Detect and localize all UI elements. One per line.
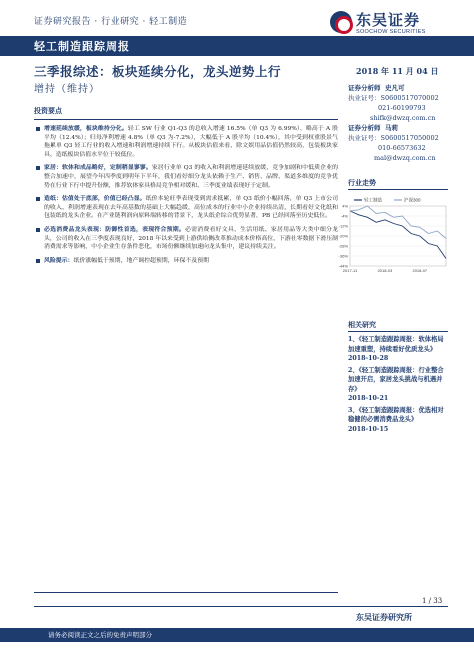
bullet-body: 必需消费看好文具、生活用纸、家居用品等大类中细分龙头，公司的收入在三季度表现良好，2018 年以来受到上游供给侧改革推动成本价格高位，下游社零数据下滑压制消费需求等影响，中小企业生存条件恶化，市场份额继续加速向龙头集中，建议持续关注。 — [44, 226, 339, 251]
bullet-body: 纸价涨幅低于预期，地产调控超预期，环保不及预期 — [73, 257, 209, 264]
disclaimer-band — [0, 628, 474, 642]
analyst-name: 马莉 — [385, 124, 399, 132]
bullet-head: 家居：软体和成品略好，定制稍显寥寥。 — [44, 164, 152, 172]
x-tick-label: 2017-11 — [342, 268, 358, 273]
logo-cn-text: 东吴证券 — [356, 11, 421, 29]
industry-trend-chart — [328, 192, 448, 276]
rating: 增持（维持） — [34, 84, 100, 95]
analyst-1 — [348, 83, 448, 123]
y-tick-label: -28% — [338, 243, 348, 249]
bullet-head: 风险提示： — [44, 256, 74, 264]
breadcrumb: 证券研究报告 · 行业研究 · 轻工制造 — [34, 17, 188, 27]
y-tick-label: -36% — [338, 253, 348, 259]
series-line-index — [350, 206, 446, 239]
logo-mark-icon — [330, 11, 352, 33]
x-tick-label: 2018-07 — [412, 268, 428, 273]
x-tick-label: 2018-03 — [377, 268, 393, 273]
related-divider — [348, 331, 448, 332]
analyst-email[interactable]: shifk@dwzq.com.cn — [370, 114, 436, 122]
summary-bullet — [34, 125, 338, 159]
bullet-head: 必选消费品龙头表现：防御性首选，表现符合预期。 — [44, 225, 185, 233]
related-text: 《轻工制造跟踪周报：行业整合加速开启，家居龙头挑战与机遇并存》 — [348, 366, 444, 393]
analyst-phone: 021-60199793 — [378, 104, 426, 112]
related-list — [348, 335, 448, 436]
title-bar — [0, 36, 474, 56]
related-date: 2018-10-21 — [348, 395, 389, 402]
y-tick-label: 4% — [342, 203, 348, 209]
disclaimer-text: 请务必阅读正文之后的免责声明部分 — [48, 631, 152, 639]
investment-title: 投资要点 — [34, 106, 338, 120]
trend-divider — [348, 189, 448, 190]
related-num: 1、 — [348, 336, 359, 343]
y-tick-label: -12% — [338, 223, 348, 229]
bullet-body: 家居行业单 Q3 的收入和利润增速延续放缓，竞争加剧和中低质企业的整合加速中，展望今年四季度到明年下半年，我们看好细分龙头依赖于生产、销售、品牌、渠道多维度的竞争优势在行业下行中提升份额，推荐软体家具格局竞争相对缓和、三季度业绩表现好于定制。 — [44, 165, 339, 189]
report-series-title: 轻工制造跟踪周报 — [34, 40, 130, 53]
summary-bullet — [34, 195, 338, 221]
footer-firm: 东吴证券研究所 — [356, 612, 412, 622]
y-tick-label: -20% — [338, 233, 348, 239]
bullet-body: 轻工 SW 行业 Q1-Q3 的总收入增速 16.5%（单 Q3 为 6.99%），略高于 A 股平均（12.4%）；归母净利增速 4.8%（单 Q3 为-7.2%），大幅低于 A 股平均（10.4%），其中受到权重股景气拖累单 Q3 轻工行业的收入增速和利润增速持续下行。从板块估值来看，除文娱用品估值仍然较高，包装板块家具、造纸板块估值水平位于较低位。 — [44, 126, 338, 158]
analyst-block — [348, 83, 448, 163]
trend-title: 行业走势 — [348, 178, 376, 187]
legend-label: 轻工制造 — [364, 197, 382, 203]
analyst-name: 史凡可 — [385, 84, 405, 92]
footer-divider — [34, 606, 448, 607]
analyst-phone: 010-66573632 — [378, 144, 426, 152]
page-number: 1 / 33 — [422, 597, 443, 605]
report-headline: 三季报综述：板块延续分化，龙头逆势上行 — [34, 64, 282, 79]
related-date: 2018-10-15 — [348, 425, 389, 433]
series-line-industry — [350, 211, 446, 259]
section-divider — [34, 592, 338, 593]
bullet-head: 增速延续放缓，板块维持分化。 — [44, 125, 128, 132]
summary-bullet — [34, 257, 338, 266]
related-num: 2、 — [348, 366, 359, 374]
analyst-email[interactable]: mal@dwzq.com.cn — [374, 154, 436, 162]
summary-bullet — [34, 164, 338, 190]
analyst-role: 证券分析师 — [348, 84, 381, 92]
related-text: 《轻工制造跟踪周报：优选相对稳健的必需消费品龙头》 — [348, 406, 444, 423]
related-item[interactable] — [348, 335, 448, 364]
investment-summary — [34, 106, 338, 265]
analyst-license: 执业证号：S0600517070002 — [348, 94, 439, 102]
bullet-head: 造纸：估值处于底部，价值已经凸显。 — [44, 195, 146, 203]
related-item[interactable] — [348, 406, 448, 435]
report-date: 2018 年 11 月 04 日 — [356, 66, 439, 76]
related-num: 3、 — [348, 406, 359, 414]
related-text: 《轻工制造跟踪周报：软体格局加速重塑，持续看好优质龙头》 — [348, 336, 444, 353]
analyst-2 — [348, 123, 448, 163]
logo-en-text: SOOCHOW SECURITIES — [356, 29, 426, 35]
summary-bullet — [34, 226, 338, 252]
analyst-license: 执业证号：S0600517050002 — [348, 134, 439, 142]
y-tick-label: -4% — [340, 213, 348, 219]
bullet-body: 纸价本轮旺季表现受到需求抵累，单 Q3 纸价小幅回落，单 Q3 上市公司的收入、利润增速表现在去年高基数的基础上大幅趋缓，高位成本的行业中小企业持续出清，长期看好文化纸和包装纸的龙头企业。在产业链利润向原料端转移的背景下，龙头纸企综合优势显著，PB 已经回落至历史低位。 — [44, 196, 338, 220]
y-tick-label: -44% — [338, 263, 348, 269]
legend-label: 沪深300 — [404, 197, 421, 203]
related-title: 相关研究 — [348, 320, 376, 329]
analyst-role: 证券分析师 — [348, 124, 381, 132]
related-item[interactable] — [348, 366, 448, 404]
related-date: 2018-10-28 — [348, 355, 389, 362]
